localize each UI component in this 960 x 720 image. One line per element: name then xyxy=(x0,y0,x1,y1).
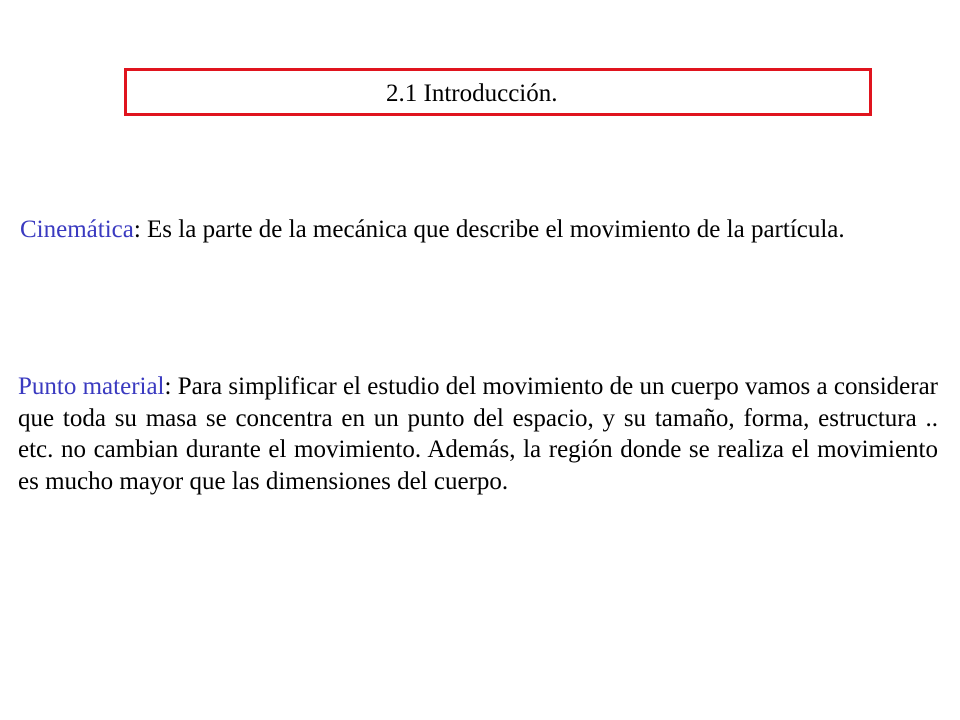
slide-title: 2.1 Introducción. xyxy=(386,80,558,107)
definition-punto-material xyxy=(18,371,938,497)
term-punto-material: Punto material xyxy=(18,373,165,400)
term-cinematica: Cinemática xyxy=(20,216,134,243)
definition-punto-material-text: : Para simplificar el estudio del movimiento de un cuerpo vamos a considerar que toda su masa se concentra en un punto del espacio, y su tamaño, forma, estructura .. etc. no cambian durante el movimiento. Además, la región donde se realiza el movimiento es mucho mayor que las dimensiones del cuerpo. xyxy=(18,373,939,495)
definition-cinematica xyxy=(20,214,938,246)
definition-cinematica-text: : Es la parte de la mecánica que describe el movimiento de la partícula. xyxy=(133,216,845,243)
